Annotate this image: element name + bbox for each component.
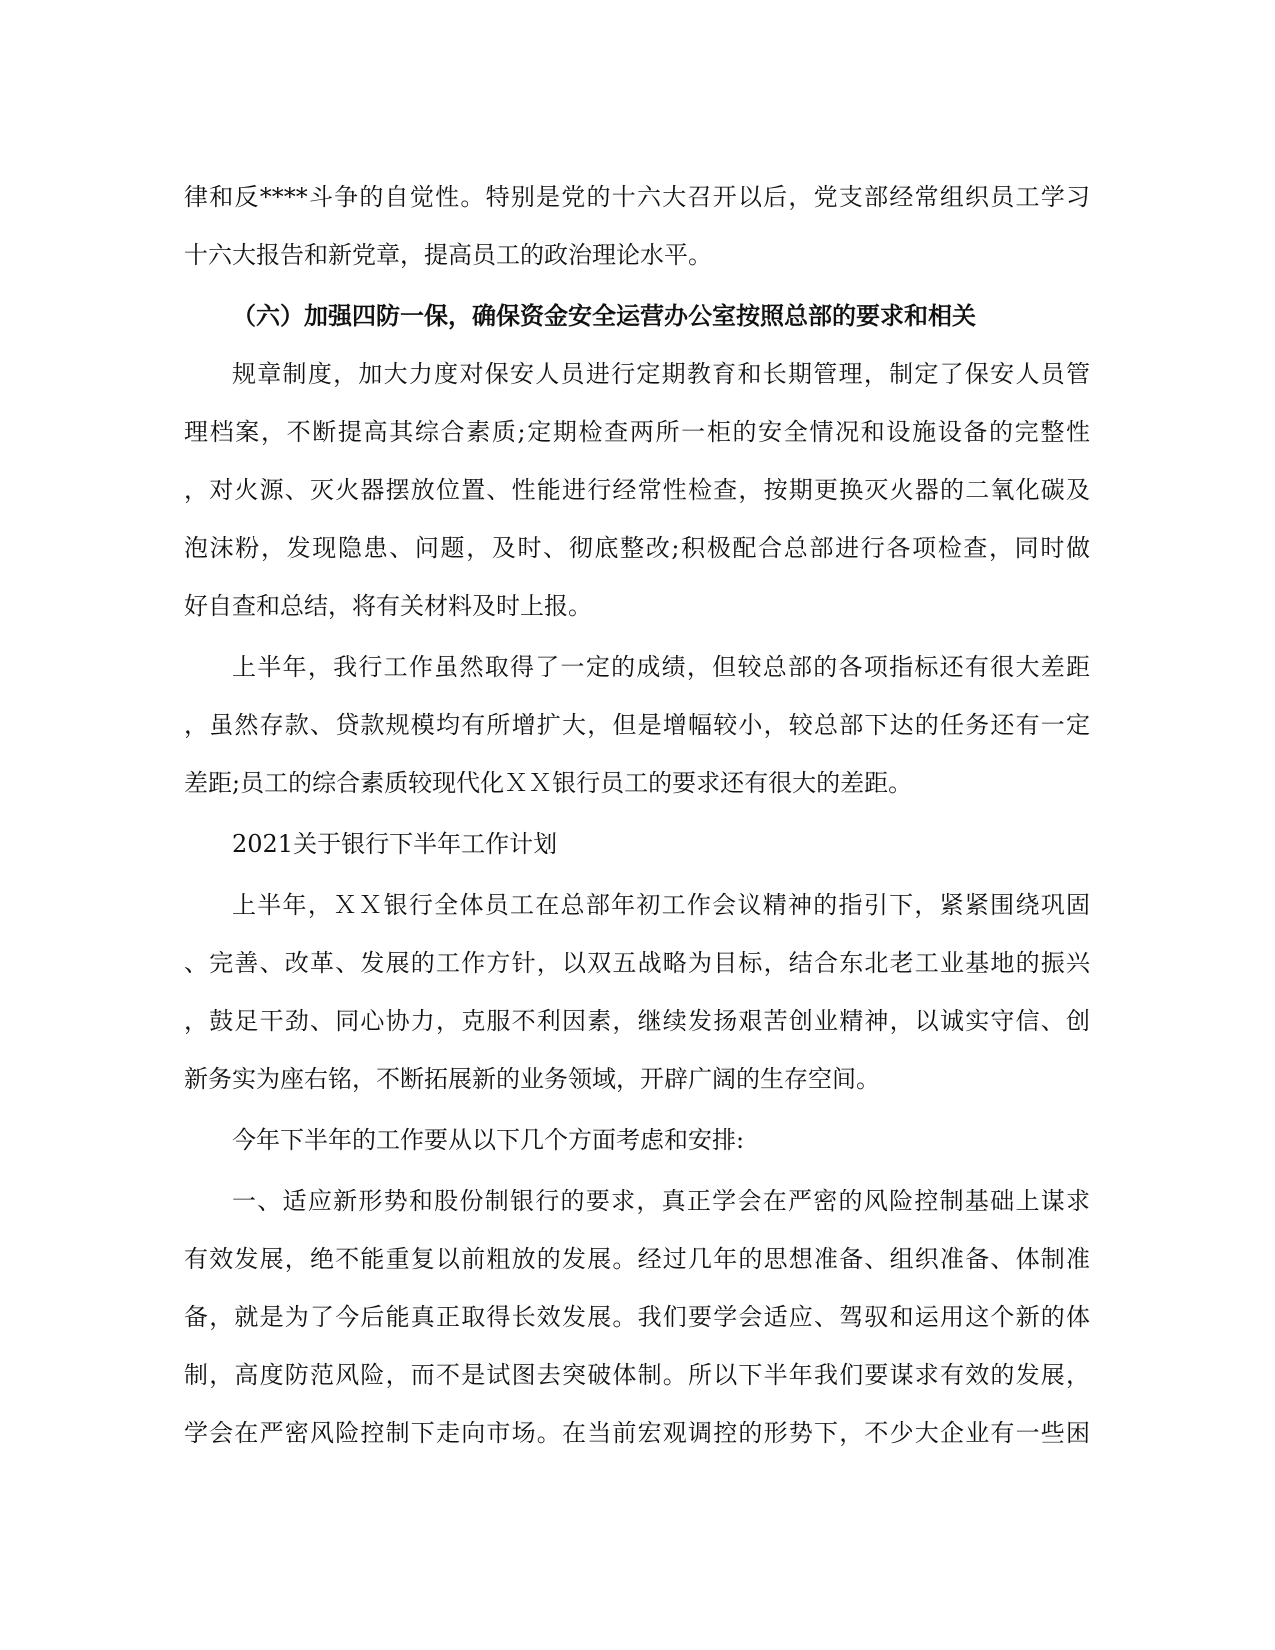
text-line: 律和反****斗争的自觉性。特别是党的十六大召开以后，党支部经常组织员工学习 xyxy=(184,183,1090,211)
text-line: 制，高度防范风险，而不是试图去突破体制。所以下半年我们要谋求有效的发展， xyxy=(184,1361,1090,1389)
document-body xyxy=(184,168,1090,1462)
text-line: 十六大报告和新党章，提高员工的政治理论水平。 xyxy=(184,241,712,269)
text-line: 上半年，我行工作虽然取得了一定的成绩，但较总部的各项指标还有很大差距 xyxy=(232,653,1090,681)
text-line: 好自查和总结，将有关材料及时上报。 xyxy=(184,592,592,620)
text-line: 学会在严密风险控制下走向市场。在当前宏观调控的形势下，不少大企业有一些困 xyxy=(184,1419,1090,1447)
text-line: ，鼓足干劲、同心协力，克服不利因素，继续发扬艰苦创业精神，以诚实守信、创 xyxy=(184,1007,1090,1035)
text-line: 、完善、改革、发展的工作方针，以双五战略为目标，结合东北老工业基地的振兴 xyxy=(184,949,1090,977)
text-line: 规章制度，加大力度对保安人员进行定期教育和长期管理，制定了保安人员管 xyxy=(232,360,1090,388)
plan-title: 2021关于银行下半年工作计划 xyxy=(232,830,558,858)
text-line: 新务实为座右铭，不断拓展新的业务领域，开辟广阔的生存空间。 xyxy=(184,1065,880,1093)
text-line: 一、适应新形势和股份制银行的要求，真正学会在严密的风险控制基础上谋求 xyxy=(232,1187,1090,1215)
text-line: 有效发展，绝不能重复以前粗放的发展。经过几年的思想准备、组织准备、体制准 xyxy=(184,1245,1090,1273)
section-heading: （六）加强四防一保，确保资金安全运营办公室按照总部的要求和相关 xyxy=(232,301,976,330)
text-line: 差距;员工的综合素质较现代化ＸＸ银行员工的要求还有很大的差距。 xyxy=(184,769,913,797)
text-line: 今年下半年的工作要从以下几个方面考虑和安排: xyxy=(232,1126,745,1154)
text-line: 泡沫粉，发现隐患、问题，及时、彻底整改;积极配合总部进行各项检查，同时做 xyxy=(184,534,1090,562)
text-line: ，虽然存款、贷款规模均有所增扩大，但是增幅较小，较总部下达的任务还有一定 xyxy=(184,711,1090,739)
text-line: 上半年，ＸＸ银行全体员工在总部年初工作会议精神的指引下，紧紧围绕巩固 xyxy=(232,891,1090,919)
text-line: 理档案，不断提高其综合素质;定期检查两所一柜的安全情况和设施设备的完整性 xyxy=(184,418,1090,446)
text-line: 备，就是为了今后能真正取得长效发展。我们要学会适应、驾驭和运用这个新的体 xyxy=(184,1303,1090,1331)
text-line: ，对火源、灭火器摆放位置、性能进行经常性检查，按期更换灭火器的二氧化碳及 xyxy=(184,476,1090,504)
